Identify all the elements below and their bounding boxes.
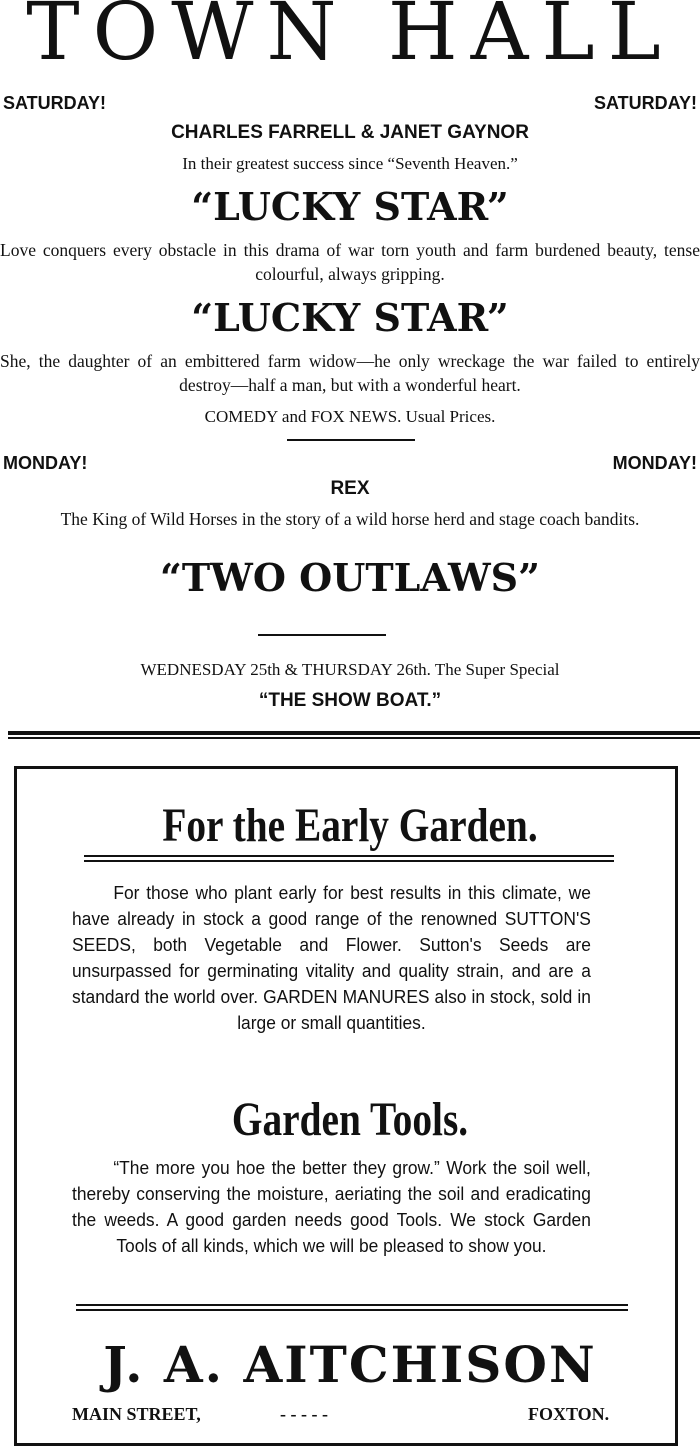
garden-tools-heading: Garden Tools. [231, 1093, 469, 1146]
lucky-star-description-2: She, the daughter of an embittered farm widow—he only wreckage the war failed to entirely destroy—half a man, but with a wonderful heart. [0, 351, 700, 395]
tagline: In their greatest success since “Seventh Heaven.” [182, 154, 518, 173]
lucky-star-description-1: Love conquers every obstacle in this drama of war torn youth and farm burdened beauty, tense colourful, always gripping. [0, 240, 700, 284]
merchant-name: J. A. AITCHISON [103, 1335, 597, 1394]
tools-paragraph: “The more you hoe the better they grow.” Work the soil well, thereby conserving the moisture, aeriating the soil and eradicating the weeds. A good garden needs good Tools. We stock Garden Tools of all kinds, which we will be pleased to show you. [72, 1157, 591, 1256]
film-show-boat: “THE SHOW BOAT.” [258, 690, 442, 711]
monday-left: MONDAY! [3, 453, 88, 473]
seeds-paragraph: For those who plant early for best results in this climate, we have already in stock a good range of the renowned SUTTON'S SEEDS, both Vegetable and Flower. Sutton's Seeds are unsurpassed for germinating vitality and quality strain, and are a standard the world over. GARDEN MANURES also in stock, sold in large or small quantities. [72, 882, 591, 1033]
garden-heading: For the Early Garden. [162, 799, 538, 852]
town-hall-title: TOWN HALL [26, 0, 674, 78]
film-two-outlaws: “TWO OUTLAWS” [160, 555, 540, 600]
divider [258, 634, 386, 636]
double-rule [84, 855, 614, 862]
two-outlaws-description: The King of Wild Horses in the story of a wild horse herd and stage coach bandits. [60, 509, 640, 529]
rex-star: REX [330, 478, 370, 499]
wednesday-line: WEDNESDAY 25th & THURSDAY 26th. The Super Special [140, 660, 560, 679]
stars-line: CHARLES FARRELL & JANET GAYNOR [171, 122, 529, 143]
divider [287, 439, 415, 441]
town: FOXTON. [528, 1404, 610, 1424]
section-rule [8, 737, 700, 739]
film-lucky-star-1: “LUCKY STAR” [191, 184, 509, 229]
monday-right: MONDAY! [612, 453, 697, 473]
saturday-right: SATURDAY! [593, 93, 697, 113]
double-rule [76, 1304, 628, 1311]
support-program: COMEDY and FOX NEWS. Usual Prices. [204, 407, 496, 426]
leader-dashes: - - - - - [280, 1404, 328, 1424]
section-rule [8, 731, 700, 735]
film-lucky-star-2: “LUCKY STAR” [191, 295, 509, 340]
street: MAIN STREET, [72, 1404, 201, 1424]
saturday-left: SATURDAY! [3, 93, 107, 113]
